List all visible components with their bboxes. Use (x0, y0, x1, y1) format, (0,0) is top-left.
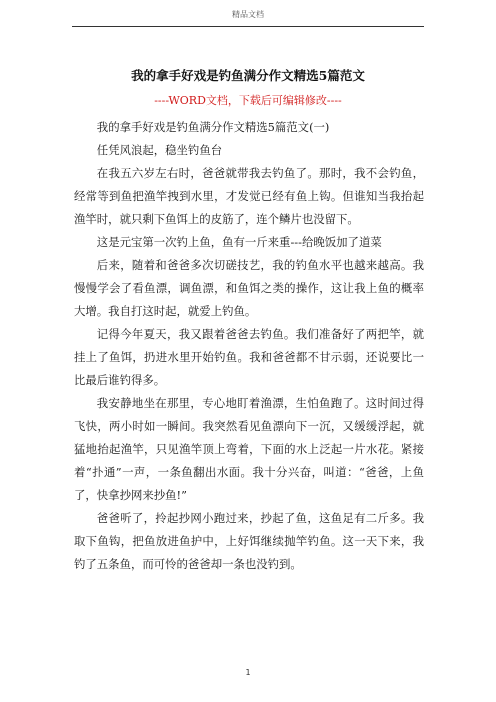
body-paragraph: 爸爸听了，拎起抄网小跑过来，抄起了鱼，这鱼足有二斤多。我取下鱼钩，把鱼放进鱼护中，上好饵继续抛竿钓鱼。这一天下来，我钓了五条鱼，而可怜的爸爸却一条也没钓到。 (74, 511, 424, 571)
header-divider (72, 26, 424, 27)
body-paragraph: 这是元宝第一次钓上鱼，鱼有一斤来重---给晚饭加了道菜 (96, 235, 382, 249)
document-body (74, 116, 424, 576)
body-paragraph: 任凭风浪起，稳坐钓鱼台 (96, 143, 223, 157)
body-paragraph: 记得今年夏天，我又跟着爸爸去钓鱼。我们准备好了两把竿，就挂上了鱼饵，扔进水里开始钓鱼。我和爸爸都不甘示弱，还说要比一比最后谁钓得多。 (74, 327, 424, 387)
body-paragraph: 我安静地坐在那里，专心地盯着渔漂，生怕鱼跑了。这时间过得飞快，两小时如一瞬间。我突然看见鱼漂向下一沉，又缓缓浮起，就猛地抬起渔竿，只见渔竿顶上弯着，下面的水上泛起一片水花。紧接着“扑通”一声，一条鱼翻出水面。我十分兴奋，叫道：“爸爸，上鱼了，快拿抄网来抄鱼!” (74, 396, 424, 502)
page-number: 1 (245, 668, 251, 677)
body-paragraph: 在我五六岁左右时，爸爸就带我去钓鱼了。那时，我不会钓鱼，经常等到鱼把渔竿拽到水里，才发觉已经有鱼上钩。但谁知当我抬起渔竿时，就只剩下鱼饵上的皮筋了，连个鳞片也没留下。 (74, 166, 424, 226)
download-notice: ----WORD文档，下载后可编辑修改---- (154, 94, 342, 107)
page-header-label: 精品文档 (232, 10, 264, 19)
body-paragraph: 后来，随着和爸爸多次切磋技艺，我的钓鱼水平也越来越高。我慢慢学会了看鱼漂，调鱼漂，和鱼饵之类的操作，这让我上鱼的概率大增。我自打这时起，就爱上钓鱼。 (74, 258, 424, 318)
document-title: 我的拿手好戏是钓鱼满分作文精选5篇范文 (131, 68, 365, 83)
body-paragraph: 我的拿手好戏是钓鱼满分作文精选5篇范文(一) (96, 120, 330, 134)
